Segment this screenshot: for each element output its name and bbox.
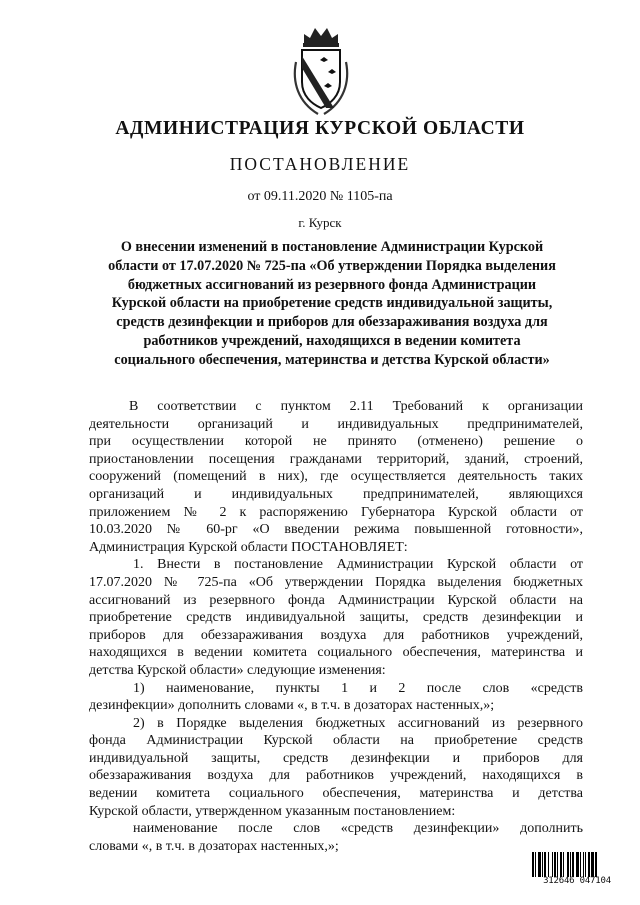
barcode-bar <box>557 852 558 877</box>
barcode-icon <box>532 852 622 877</box>
body-line: сооружений (помещений в них), где осуществляется деятельность таких <box>89 469 583 485</box>
document-date-number: от 09.11.2020 № 1105-па <box>247 189 393 204</box>
title-line: работников учреждений, находящихся в ведении комитета <box>143 332 521 349</box>
body-line: приобретение средств индивидуальной защиты, средств дезинфекции и <box>89 610 583 626</box>
body-line: 1) наименование, пункты 1 и 2 после слов «средств <box>133 680 583 696</box>
barcode-bar <box>567 852 569 877</box>
body-line: организаций и индивидуальных предпринимателей, являющихся <box>89 486 583 502</box>
body-line: 10.03.2020 № 60-рг «О введении режима повышенной готовности», <box>89 522 583 538</box>
body-line: ведении комитета социального обеспечения, материнства и детства <box>89 786 583 802</box>
body-line: наименование после слов «средств дезинфекции» дополнить <box>133 821 583 837</box>
title-line: О внесении изменений в постановление Администрации Курской <box>120 239 544 255</box>
body-line: Курской области, утвержденном указанным постановлением: <box>89 803 456 819</box>
body-line: фонда Администрации Курской области на приобретение средств <box>89 733 583 749</box>
barcode-bar <box>535 852 536 877</box>
barcode-bar <box>591 852 594 877</box>
body-line: находящихся в ведении комитета социального обеспечения, материнства и <box>89 645 583 661</box>
barcode-bar <box>538 852 541 877</box>
barcode-bar <box>580 852 581 877</box>
body-line: 2) в Порядке выделения бюджетных ассигнований из резервного <box>133 715 583 731</box>
title-line: бюджетных ассигнований из резервного фонда Администрации <box>127 276 537 293</box>
title-line: средств дезинфекции и приборов для обеззараживания воздуха для <box>116 314 548 331</box>
title-line: области от 17.07.2020 № 725-па «Об утверждении Порядка выделения <box>108 257 556 274</box>
body-line: детства Курской области» следующие изменения: <box>89 662 386 678</box>
barcode-bar <box>542 852 543 877</box>
organization-name: АДМИНИСТРАЦИЯ КУРСКОЙ ОБЛАСТИ <box>115 118 525 139</box>
body-line: индивидуальной защиты, средств дезинфекции и приборов для <box>89 750 583 766</box>
barcode-bar <box>583 852 584 877</box>
body-line: дезинфекции» дополнить словами «, в т.ч. в дозаторах настенных,»; <box>89 698 495 714</box>
body-line: словами «, в т.ч. в дозаторах настенных,»; <box>89 838 339 854</box>
body-line: приборов для обеззараживания воздуха для работников учреждений, <box>89 627 583 643</box>
barcode-bar <box>554 852 556 877</box>
title-line: социального обеспечения, материнства и детства Курской области» <box>114 351 550 368</box>
body-line: Администрация Курской области ПОСТАНОВЛЯЕТ: <box>89 539 408 555</box>
body-line: при осуществлении которой не принято (отменено) решение о <box>89 434 583 450</box>
barcode-bar <box>595 852 597 877</box>
barcode-bar <box>560 852 562 877</box>
body-line: 1. Внести в постановление Администрации Курской области от <box>133 557 583 573</box>
barcode-bar <box>532 852 534 877</box>
barcode-bar <box>548 852 549 877</box>
document-city: г. Курск <box>298 215 342 230</box>
document-type: ПОСТАНОВЛЕНИЕ <box>229 154 411 174</box>
document-body <box>89 398 583 855</box>
barcode-number: 312646 047104 <box>543 876 611 886</box>
barcode-bar <box>544 852 546 877</box>
barcode-bar <box>563 852 564 877</box>
body-line: В соответствии с пунктом 2.11 Требований к организации <box>129 399 583 414</box>
barcode-bar <box>572 852 574 877</box>
barcode-bar <box>585 852 586 877</box>
body-line: обеззараживания воздуха для работников учреждений, находящихся в <box>89 768 583 784</box>
title-line: Курской области на приобретение средств индивидуальной защиты, <box>111 295 553 312</box>
barcode-bar <box>552 852 553 877</box>
kursk-coat-of-arms-icon <box>290 22 352 118</box>
body-line: 17.07.2020 № 725-па «Об утверждении Порядка выделения бюджетных <box>89 574 583 590</box>
body-line: приостановлении посещения гражданами территорий, зданий, строений, <box>89 451 583 467</box>
body-line: приложением № 2 к распоряжению Губернатора Курской области от <box>89 504 583 520</box>
barcode-bar <box>588 852 590 877</box>
barcode <box>532 852 622 886</box>
barcode-bar <box>570 852 571 877</box>
document-title <box>96 238 568 370</box>
body-line: деятельности организаций и индивидуальных предпринимателей, <box>89 416 583 432</box>
barcode-bar <box>576 852 579 877</box>
body-line: ассигнований из резервного фонда Администрации Курской области на <box>89 592 583 608</box>
